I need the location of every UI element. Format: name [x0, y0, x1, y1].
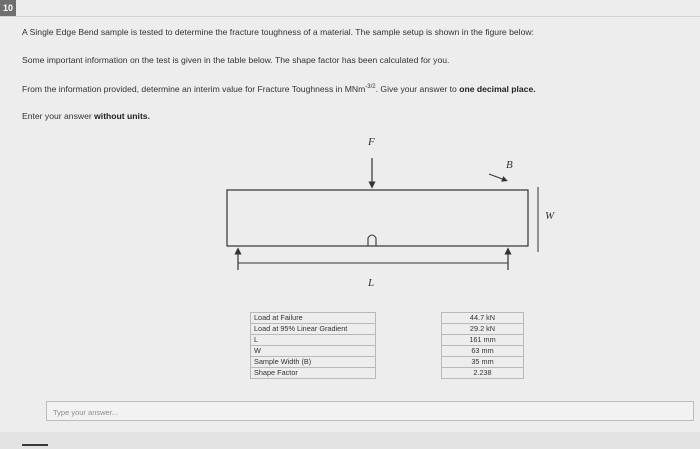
table-cell-value: 2.238: [442, 368, 524, 379]
question-line-3: [22, 84, 536, 94]
table-cell-name: W: [251, 346, 376, 357]
question-line-4: [22, 111, 150, 121]
table-row: [251, 368, 524, 379]
question-line-1: A Single Edge Bend sample is tested to determine the fracture toughness of a material. The sample setup is shown in the figure below:: [22, 27, 534, 37]
question-line-3-emphasis: one decimal place.: [459, 84, 536, 94]
notch: [362, 235, 382, 246]
table-cell-value: 29.2 kN: [442, 324, 524, 335]
question-line-3-text: From the information provided, determine an interim value for Fracture Toughness in MNm: [22, 84, 366, 94]
bottom-marker: [22, 444, 48, 446]
table-cell-name: Sample Width (B): [251, 357, 376, 368]
table-row: [251, 324, 524, 335]
span-label: L: [368, 277, 375, 289]
answer-input[interactable]: Type your answer...: [46, 401, 694, 421]
table-cell-value: 44.7 kN: [442, 313, 524, 324]
breadth-label: B: [506, 159, 513, 171]
table-cell-value: 161 mm: [442, 335, 524, 346]
table-cell-name: Shape Factor: [251, 368, 376, 379]
beam-rectangle: [227, 190, 528, 246]
breadth-arrow: [489, 174, 505, 180]
question-line-4-text: Enter your answer: [22, 111, 95, 121]
table-gap: [376, 368, 442, 379]
table-gap: [376, 313, 442, 324]
test-data-table: [250, 312, 524, 379]
beam-diagram: [200, 130, 600, 300]
question-divider: [0, 16, 700, 17]
units-exponent: -3/2: [365, 84, 376, 91]
table-gap: [376, 346, 442, 357]
table-row: [251, 313, 524, 324]
table-cell-value: 35 mm: [442, 357, 524, 368]
question-line-4-emphasis: without units.: [94, 111, 150, 121]
question-number-badge: 10: [0, 0, 16, 16]
width-label: W: [545, 210, 555, 222]
table-gap: [376, 335, 442, 346]
question-line-2: Some important information on the test is given in the table below. The shape factor has been calculated for you.: [22, 55, 450, 65]
table-cell-name: L: [251, 335, 376, 346]
table-row: [251, 335, 524, 346]
table-cell-name: Load at Failure: [251, 313, 376, 324]
table-gap: [376, 324, 442, 335]
question-line-3-text-2: . Give your answer to: [375, 84, 460, 94]
table-cell-value: 63 mm: [442, 346, 524, 357]
bottom-strip: [0, 432, 700, 449]
table-gap: [376, 357, 442, 368]
table-row: [251, 346, 524, 357]
beam-figure: [200, 130, 600, 300]
table-row: [251, 357, 524, 368]
force-label: F: [368, 136, 375, 148]
table-cell-name: Load at 95% Linear Gradient: [251, 324, 376, 335]
